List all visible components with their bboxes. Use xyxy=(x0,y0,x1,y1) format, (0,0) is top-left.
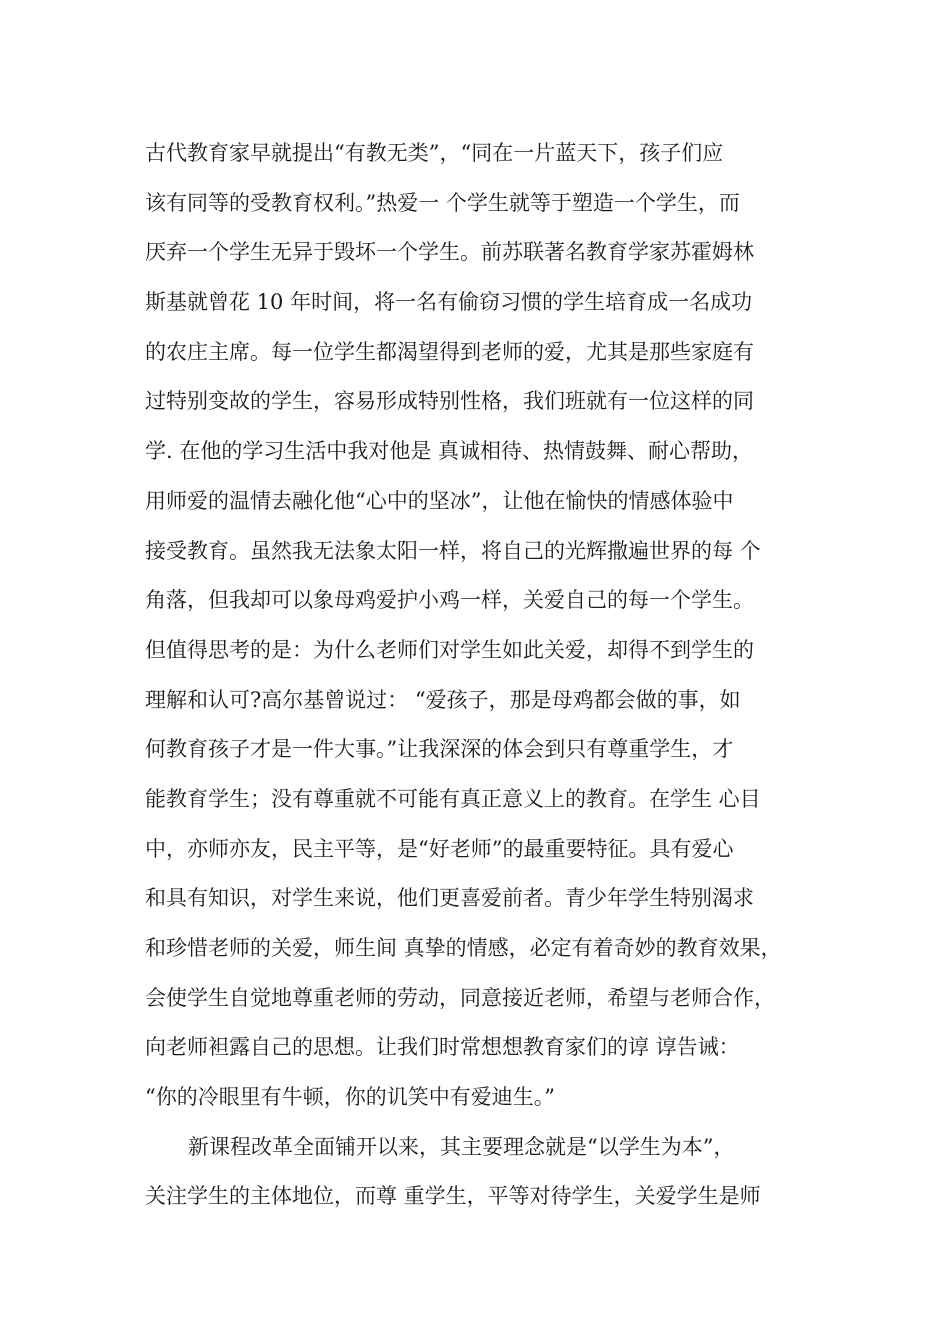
text-line: 斯基就曾花 10 年时间，将一名有偷窃习惯的学生培育成一名成功 xyxy=(145,290,753,315)
text-line: 理解和认可?高尔基曾说过： “爱孩子，那是母鸡都会做的事，如 xyxy=(145,687,741,712)
text-line: 关注学生的主体地位，而尊 重学生，平等对待学生，关爱学生是师 xyxy=(145,1184,761,1209)
text-line: 但值得思考的是：为什么老师们对学生如此关爱，却得不到学生的 xyxy=(145,637,754,662)
text-line: 厌弃一个学生无异于毁坏一个学生。前苏联著名教育学家苏霍姆林 xyxy=(145,240,754,265)
text-line: 的农庄主席。每一位学生都渴望得到老师的爱，尤其是那些家庭有 xyxy=(145,339,754,364)
text-line: 会使学生自觉地尊重老师的劳动，同意接近老师，希望与老师合作， xyxy=(145,985,775,1010)
text-line: 过特别变故的学生，容易形成特别性格，我们班就有一位这样的同 xyxy=(145,389,754,414)
text-line: “你的冷眼里有牛顿，你的讥笑中有爱迪生。” xyxy=(145,1085,555,1110)
text-line: 用师爱的温情去融化他“心中的坚冰”，让他在愉快的情感体验中 xyxy=(145,488,734,513)
text-line: 何教育孩子才是一件大事。”让我深深的体会到只有尊重学生，才 xyxy=(145,737,734,762)
text-line: 学. 在他的学习生活中我对他是 真诚相待、热情鼓舞、耐心帮助， xyxy=(145,439,754,464)
text-line: 向老师袒露自己的思想。让我们时常想想教育家们的谆 谆告诫： xyxy=(145,1035,740,1060)
text-line: 和珍惜老师的关爱，师生间 真挚的情感，必定有着奇妙的教育效果， xyxy=(145,936,782,960)
body-text xyxy=(145,129,825,1222)
text-line: 古代教育家早就提出“有教无类”，“同在一片蓝天下，孩子们应 xyxy=(145,141,724,165)
text-line: 接受教育。虽然我无法象太阳一样，将自己的光辉撒遍世界的每 个 xyxy=(145,538,761,563)
text-line: 该有同等的受教育权利。”热爱一 个学生就等于塑造一个学生，而 xyxy=(145,190,740,215)
text-line: 和具有知识，对学生来说，他们更喜爱前者。青少年学生特别渴求 xyxy=(145,886,754,911)
text-line: 新课程改革全面铺开以来，其主要理念就是“以学生为本”， xyxy=(188,1134,735,1159)
text-line: 能教育学生；没有尊重就不可能有真正意义上的教育。在学生 心目 xyxy=(145,786,761,811)
text-line: 角落，但我却可以象母鸡爱护小鸡一样，关爱自己的每一个学生。 xyxy=(145,588,754,613)
text-line: 中，亦师亦友，民主平等，是“好老师”的最重要特征。具有爱心 xyxy=(145,836,734,861)
